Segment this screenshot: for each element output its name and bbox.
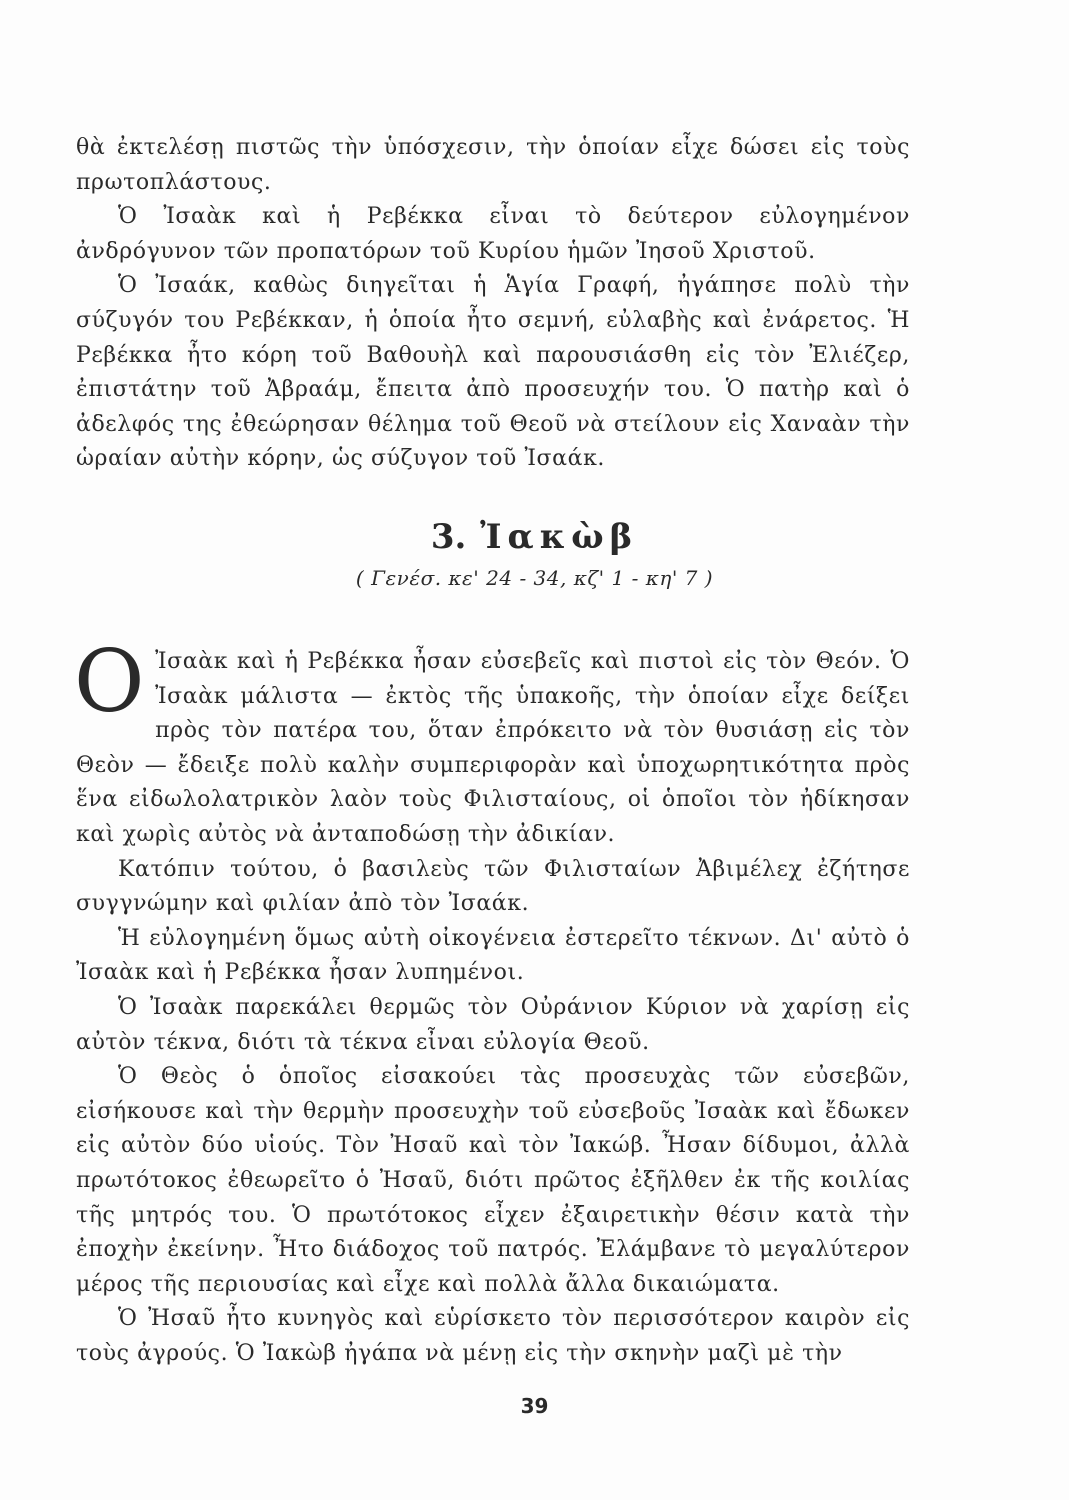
dropcap-paragraph-text: Ἰσαὰκ καὶ ἡ Ρεβέκκα ἦσαν εὐσεβεῖς καὶ πιστοὶ εἰς τὸν Θεόν. Ὁ Ἰσαὰκ μάλιστα — ἐκτὸς τῆς ὑπακοῆς, τὴν ὁποίαν εἶχε δείξει πρὸς τὸν πατέρα του, ὅταν ἐπρόκειτο νὰ τὸν θυσιάσῃ εἰς τὸν Θεὸν — ἔδειξε πολὺ καλὴν συμπεριφορὰν καὶ ὑποχωρητικότητα πρὸς ἕνα εἰδωλολατρικὸν λαὸν τοὺς Φιλισταίους, οἱ ὁποῖοι τὸν ἠδίκησαν καὶ χωρὶς αὐτὸς νὰ ἀνταποδώσῃ τὴν ἀδικίαν.	[76, 649, 910, 847]
paragraph: Ὁ Ἰσαὰκ καὶ ἡ Ρεβέκκα εἶναι τὸ δεύτερον εὐλογημένον ἀνδρόγυνον τῶν προπατόρων τοῦ Κυρίου ἡμῶν Ἰησοῦ Χριστοῦ.	[76, 204, 910, 264]
drop-cap-letter: Ο	[74, 632, 146, 732]
dropcap-paragraph	[74, 632, 910, 853]
section-heading	[0, 517, 1069, 557]
top-text-block	[76, 131, 910, 477]
paragraph: Κατόπιν τούτου, ὁ βασιλεὺς τῶν Φιλισταίων Ἀβιμέλεχ ἐζήτησε συγγνώμην καὶ φιλίαν ἀπὸ τὸν Ἰσαάκ.	[76, 856, 910, 917]
paragraph: Ἡ εὐλογημένη ὅμως αὐτὴ οἰκογένεια ἐστερεῖτο τέκνων. Δι' αὐτὸ ὁ Ἰσαὰκ καὶ ἡ Ρεβέκκα ἦσαν λυπημένοι.	[76, 925, 910, 986]
paragraph: Ὁ Θεὸς ὁ ὁποῖος εἰσακούει τὰς προσευχὰς τῶν εὐσεβῶν, εἰσήκουσε καὶ τὴν θερμὴν προσευχὴν τοῦ εὐσεβοῦς Ἰσαὰκ καὶ ἔδωκεν εἰς αὐτὸν δύο υἱούς. Τὸν Ἠσαῦ καὶ τὸν Ἰακώβ. Ἦσαν δίδυμοι, ἀλλὰ πρωτότοκος ἐθεωρεῖτο ὁ Ἠσαῦ, διότι πρῶτος ἐξῆλθεν ἐκ τῆς κοιλίας τῆς μητρός του. Ὁ πρωτότοκος εἶχεν ἐξαιρετικὴν θέσιν κατὰ τὴν ἐποχὴν ἐκείνην. Ἦτο διάδοχος τοῦ πατρός. Ἐλάμβανε τὸ μεγαλύτερον μέρος τῆς περιουσίας καὶ εἶχε καὶ πολλὰ ἄλλα δικαιώματα.	[76, 1064, 910, 1297]
paragraph: Ὁ Ἰσαάκ, καθὼς διηγεῖται ἡ Ἁγία Γραφή, ἠγάπησε πολὺ τὴν σύζυγόν του Ρεβέκκαν, ἡ ὁποία ἦτο σεμνή, εὐλαβὴς καὶ ἐνάρετος. Ἡ Ρεβέκκα ἦτο κόρη τοῦ Βαθουὴλ καὶ παρουσιάσθη εἰς τὸν Ἐλιέζερ, ἐπιστάτην τοῦ Ἀβραάμ, ἔπειτα ἀπὸ προσευχήν του. Ὁ πατὴρ καὶ ὁ ἀδελφός της ἐθεώρησαν θέλημα τοῦ Θεοῦ νὰ στείλουν εἰς Χαναὰν τὴν ὡραίαν αὐτὴν κόρην, ὡς σύζυγον τοῦ Ἰσαάκ.	[76, 273, 910, 472]
paragraph: Ὁ Ἠσαῦ ἦτο κυνηγὸς καὶ εὑρίσκετο τὸν περισσότερον καιρὸν εἰς τοὺς ἀγρούς. Ὁ Ἰακὼβ ἠγάπα νὰ μένῃ εἰς τὴν σκηνὴν μαζὶ μὲ τὴν	[76, 1306, 910, 1366]
section-title: Ἰακὼβ	[480, 517, 639, 557]
section-number: 3.	[430, 517, 467, 557]
paragraph: θὰ ἐκτελέσῃ πιστῶς τὴν ὑπόσχεσιν, τὴν ὁποίαν εἶχε δώσει εἰς τοὺς πρωτοπλάστους.	[76, 135, 910, 195]
bottom-text-block	[74, 632, 910, 1371]
paragraph: Ὁ Ἰσαὰκ παρεκάλει θερμῶς τὸν Οὐράνιον Κύριον νὰ χαρίσῃ εἰς αὐτὸν τέκνα, διότι τὰ τέκνα εἶναι εὐλογία Θεοῦ.	[76, 994, 910, 1055]
page-number: 39	[520, 1394, 549, 1418]
scripture-reference: ( Γενέσ. κε' 24 - 34, κζ' 1 - κη' 7 )	[355, 566, 714, 590]
